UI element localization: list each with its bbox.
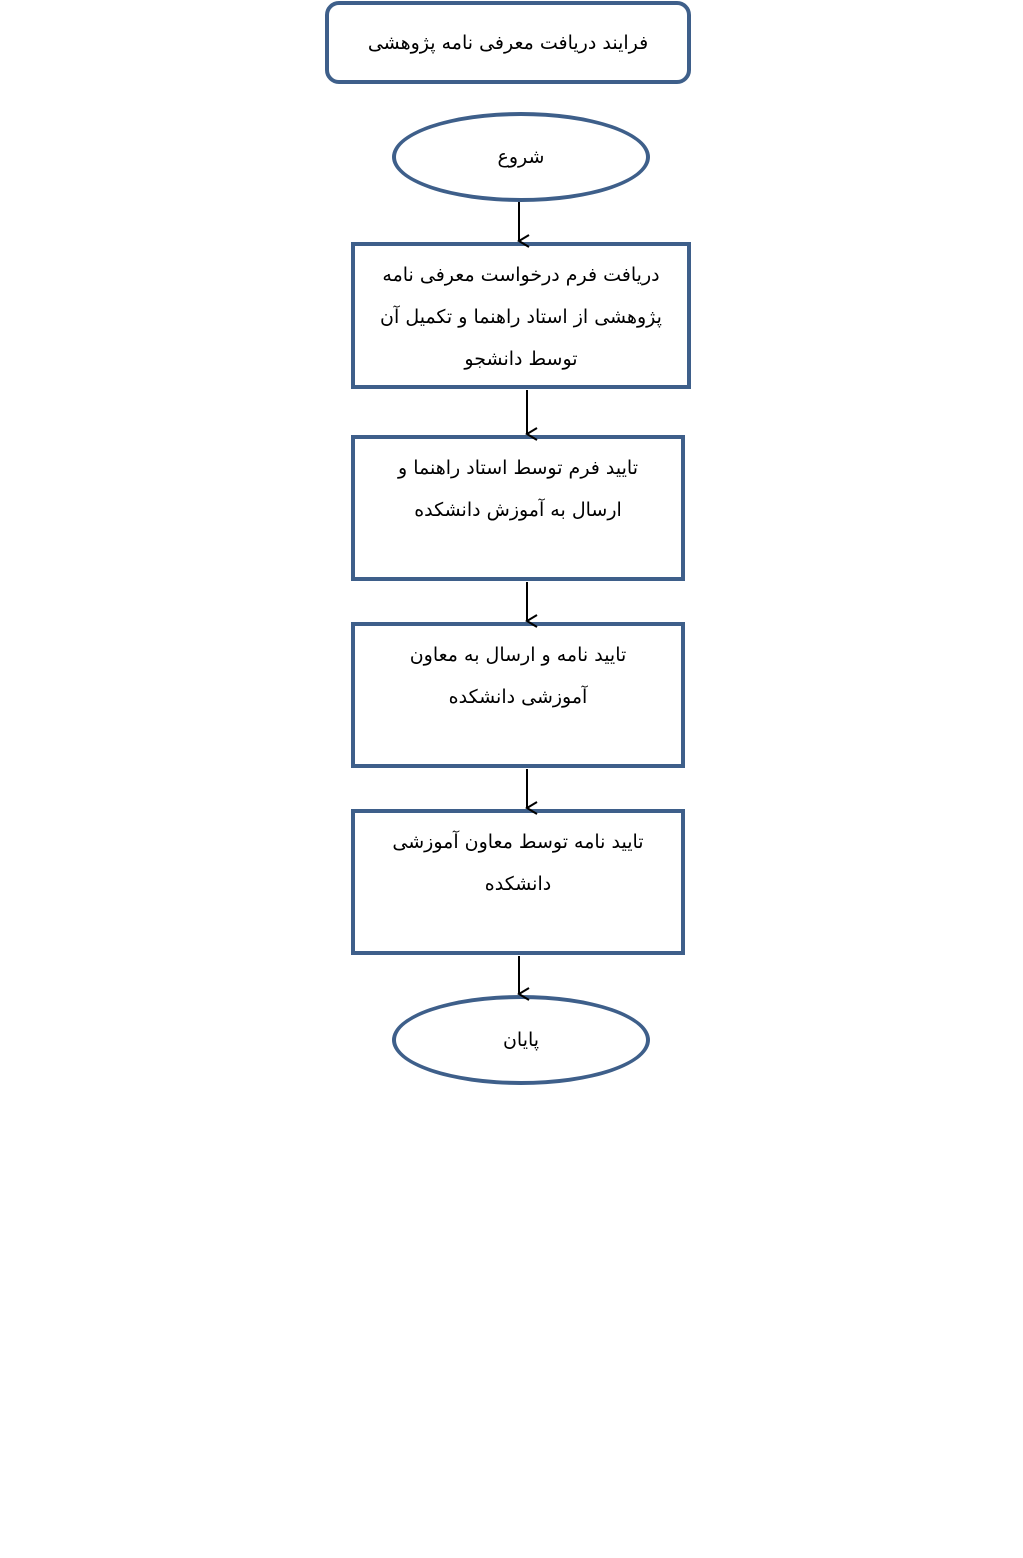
step-4-box	[351, 809, 685, 955]
step-3-box	[351, 622, 685, 768]
step-2-box	[351, 435, 685, 581]
end-terminal	[392, 995, 650, 1085]
end-label: پایان	[502, 1029, 540, 1051]
process-title: فرایند دریافت معرفی نامه پژوهشی	[367, 31, 649, 54]
start-label: شروع	[497, 146, 545, 168]
start-terminal	[392, 112, 650, 202]
step-1-box	[351, 242, 691, 389]
step-4-label: تایید نامه توسط معاون آموزشی دانشکده	[392, 831, 644, 895]
process-title-box	[325, 1, 691, 84]
step-1-label: دریافت فرم درخواست معرفی نامه پژوهشی از استاد راهنما و تکمیل آن توسط دانشجو	[380, 264, 662, 370]
step-3-label: تایید نامه و ارسال به معاون آموزشی دانشکده	[409, 644, 627, 708]
step-2-label: تایید فرم توسط استاد راهنما و ارسال به آموزش دانشکده	[398, 457, 638, 521]
